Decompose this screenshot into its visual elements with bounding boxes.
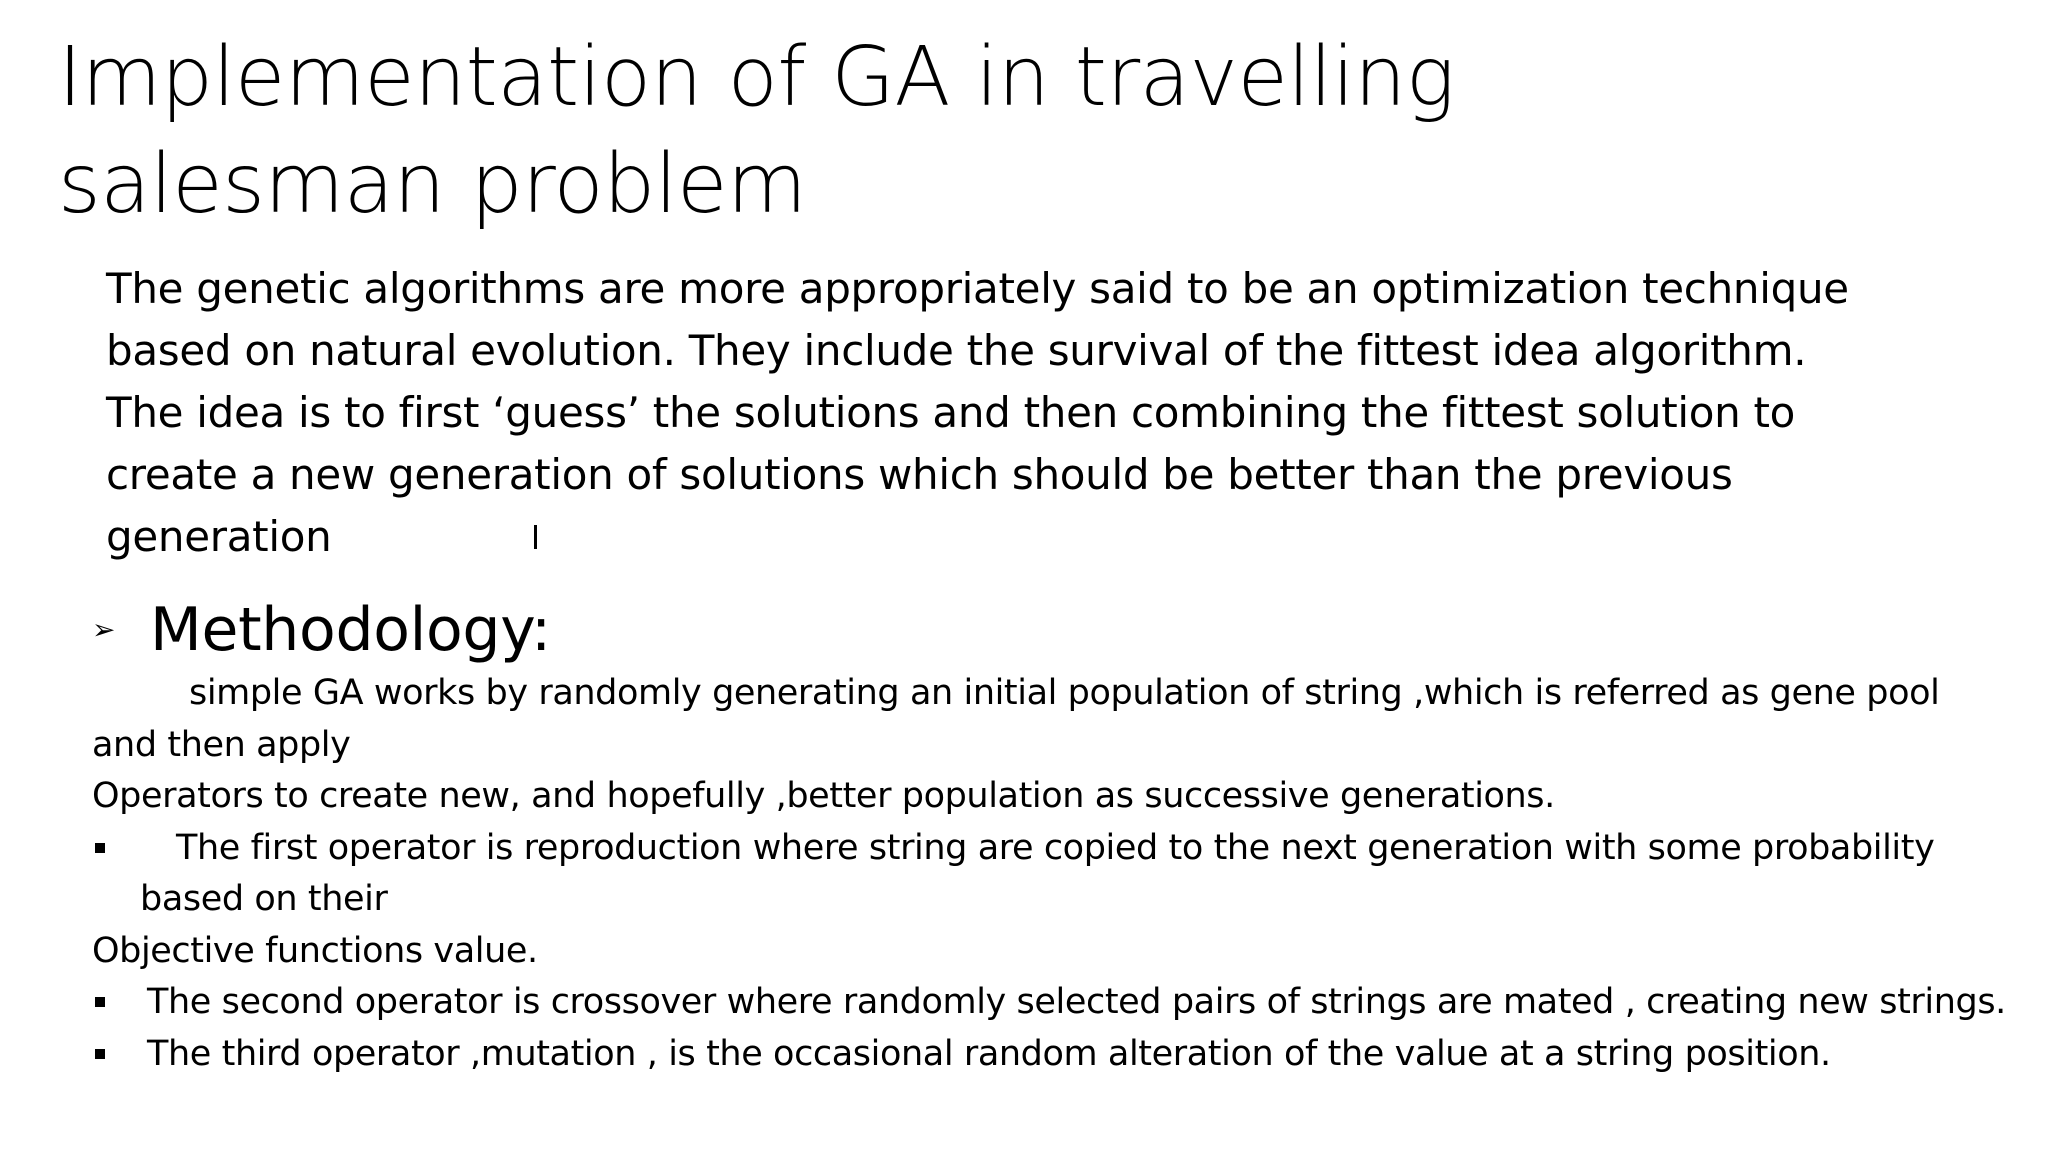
methodology-body (92, 668, 2032, 1080)
arrowhead-bullet-icon: ➢ (92, 613, 116, 646)
list-item-text: The second operator is crossover where randomly selected pairs of strings are mated , creating new strings. (147, 982, 2006, 1022)
intro-line: generation (106, 512, 332, 561)
list-item (92, 977, 2032, 1029)
list-item (92, 1029, 2032, 1081)
methodology-text-line: Operators to create new, and hopefully ,better population as successive generations. (92, 776, 1555, 816)
slide-title (58, 24, 1758, 238)
methodology-text-line: simple GA works by randomly generating an initial population of string ,which is referred as gene pool (189, 673, 1940, 713)
intro-line: create a new generation of solutions which should be better than the previous (106, 450, 1733, 499)
intro-line: The genetic algorithms are more appropriately said to be an optimization technique (106, 264, 1849, 313)
intro-line: The idea is to first ‘guess’ the solutions and then combining the fittest solution to (106, 388, 1796, 437)
list-item-continuation: based on their (140, 879, 388, 919)
intro-paragraph (106, 258, 1986, 568)
intro-line: based on natural evolution. They include the survival of the fittest idea algorithm. (106, 326, 1807, 375)
list-item-text: The first operator is reproduction where string are copied to the next generation with some probability (176, 827, 1935, 868)
list-item (92, 823, 2032, 875)
list-item-text: The third operator ,mutation , is the occasional random alteration of the value at a string position. (147, 1033, 1831, 1074)
square-bullet-icon (92, 823, 147, 875)
methodology-heading (92, 590, 551, 670)
title-line: Implementation of GA in travelling (58, 30, 1455, 125)
title-line: salesman problem (58, 137, 807, 232)
square-bullet-icon (92, 1029, 147, 1081)
methodology-title: Methodology: (150, 595, 551, 665)
methodology-text-line: Objective functions value. (92, 930, 538, 971)
square-bullet-icon (92, 977, 147, 1029)
text-cursor-mark (534, 525, 537, 549)
methodology-text-line: and then apply (92, 724, 351, 765)
